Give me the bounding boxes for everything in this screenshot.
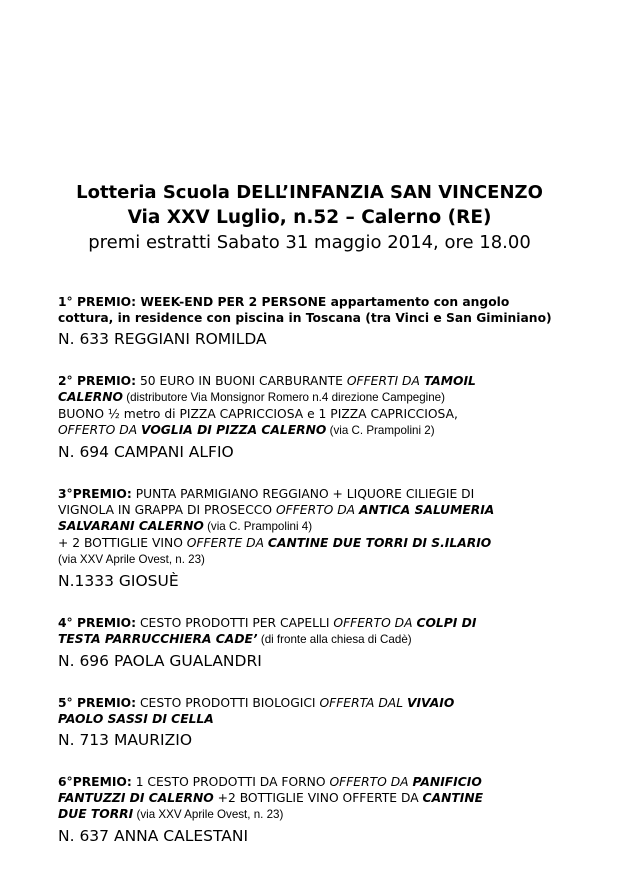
prize-entry-2: [58, 373, 598, 462]
prize-text-segment: DUE TORRI: [58, 807, 134, 821]
prize-description-line: [58, 406, 598, 422]
prize-text-segment: CALERNO: [58, 390, 123, 404]
prize-text-segment: OFFERTO DA: [58, 423, 142, 437]
prize-text-segment: 5° PREMIO:: [58, 696, 137, 710]
prize-entry-1: [58, 294, 598, 349]
prize-text-segment: 6°PREMIO:: [58, 775, 132, 789]
prize-description-line: [58, 535, 598, 551]
prize-entry-6: [58, 774, 598, 846]
prize-description-line: [58, 373, 598, 389]
prize-winner: N. 713 MAURIZIO: [58, 731, 193, 749]
prize-text-segment: ANTICA SALUMERIA: [359, 503, 495, 517]
prize-text-segment: PAOLO SASSI DI CELLA: [58, 712, 214, 726]
prize-text-segment: BUONO ½ metro di PIZZA CAPRICCIOSA e 1 PIZZA CAPRICCIOSA,: [58, 407, 458, 421]
prize-text-segment: VIGNOLA IN GRAPPA DI PROSECCO: [58, 503, 276, 517]
prize-description-line: [58, 422, 598, 439]
prize-list: [58, 294, 598, 870]
prize-text-segment: OFFERTO DA: [333, 616, 417, 630]
prize-text-segment: 1° PREMIO:: [58, 295, 141, 309]
prize-text-segment: VIVAIO: [406, 696, 455, 710]
prize-text-segment: CESTO PRODOTTI BIOLOGICI: [136, 696, 320, 710]
prize-winner: N. 696 PAOLA GUALANDRI: [58, 652, 262, 670]
prize-text-segment: OFFERTO DA: [329, 775, 413, 789]
prize-text-segment: TESTA PARRUCCHIERA CADE’: [58, 632, 258, 646]
prize-text-segment: (via XXV Aprile Ovest, n. 23): [133, 808, 284, 821]
prize-description-line: [58, 486, 598, 502]
prize-text-segment: (di fronte alla chiesa di Cadè): [257, 633, 412, 646]
prize-winner: N. 633 REGGIANI ROMILDA: [58, 330, 267, 348]
prize-text-segment: OFFERTO DA: [275, 503, 359, 517]
prize-text-segment: OFFERTE DA: [186, 536, 268, 550]
title-lottery: Lotteria Scuola DELL’INFANZIA SAN VINCENZO: [76, 182, 543, 203]
prize-text-segment: CANTINE DUE TORRI DI S.ILARIO: [267, 536, 492, 550]
document-title: [0, 180, 619, 255]
prize-description-line: [58, 389, 598, 406]
prize-text-segment: PANIFICIO: [412, 775, 482, 789]
prize-description-line: [58, 711, 598, 727]
prize-text-segment: COLPI DI: [416, 616, 477, 630]
prize-entry-3: [58, 486, 598, 591]
prize-description-line: [58, 310, 598, 326]
prize-text-segment: 50 EURO IN BUONI CARBURANTE: [136, 374, 347, 388]
prize-description-line: [58, 615, 598, 631]
prize-text-segment: cottura, in residence con piscina in Toscana (tra Vinci e San Giminiano): [58, 311, 552, 325]
prize-description-line: [58, 774, 598, 790]
prize-text-segment: CESTO PRODOTTI PER CAPELLI: [136, 616, 334, 630]
prize-description-line: [58, 790, 598, 806]
prize-text-segment: OFFERTA DAL: [319, 696, 407, 710]
prize-text-segment: FANTUZZI DI CALERNO: [58, 791, 214, 805]
prize-text-segment: OFFERTI DA: [346, 374, 424, 388]
prize-description-line: [58, 631, 598, 648]
prize-description-line: [58, 551, 598, 568]
prize-text-segment: 4° PREMIO:: [58, 616, 137, 630]
prize-text-segment: +2 BOTTIGLIE VINO OFFERTE DA: [213, 791, 423, 805]
prize-text-segment: 1 CESTO PRODOTTI DA FORNO: [131, 775, 330, 789]
prize-text-segment: SALVARANI CALERNO: [58, 519, 204, 533]
prize-text-segment: CANTINE: [422, 791, 484, 805]
prize-entry-4: [58, 615, 598, 671]
prize-winner: N.1333 GIOSUÈ: [58, 572, 179, 590]
prize-text-segment: (distributore Via Monsignor Romero n.4 direzione Campegine): [123, 391, 445, 404]
title-draw-date: premi estratti Sabato 31 maggio 2014, ore 18.00: [88, 232, 531, 253]
prize-description-line: [58, 518, 598, 535]
prize-entry-5: [58, 695, 598, 750]
prize-text-segment: 2° PREMIO:: [58, 374, 137, 388]
prize-description-line: [58, 695, 598, 711]
prize-text-segment: VOGLIA DI PIZZA CALERNO: [141, 423, 327, 437]
prize-description-line: [58, 294, 598, 310]
prize-text-segment: PUNTA PARMIGIANO REGGIANO + LIQUORE CILIEGIE DI: [131, 487, 475, 501]
prize-winner: N. 637 ANNA CALESTANI: [58, 827, 249, 845]
prize-description-line: [58, 806, 598, 823]
prize-text-segment: 3°PREMIO:: [58, 487, 132, 501]
prize-text-segment: WEEK-END PER 2 PERSONE: [140, 295, 327, 309]
prize-text-segment: (via C. Prampolini 4): [203, 520, 313, 533]
prize-text-segment: (via XXV Aprile Ovest, n. 23): [58, 553, 205, 566]
prize-text-segment: + 2 BOTTIGLIE VINO: [58, 536, 187, 550]
title-address: Via XXV Luglio, n.52 – Calerno (RE): [127, 207, 492, 228]
prize-text-segment: appartamento con angolo: [326, 295, 510, 309]
prize-text-segment: TAMOIL: [423, 374, 476, 388]
prize-text-segment: (via C. Prampolini 2): [326, 424, 435, 437]
prize-winner: N. 694 CAMPANI ALFIO: [58, 443, 234, 461]
prize-description-line: [58, 502, 598, 518]
